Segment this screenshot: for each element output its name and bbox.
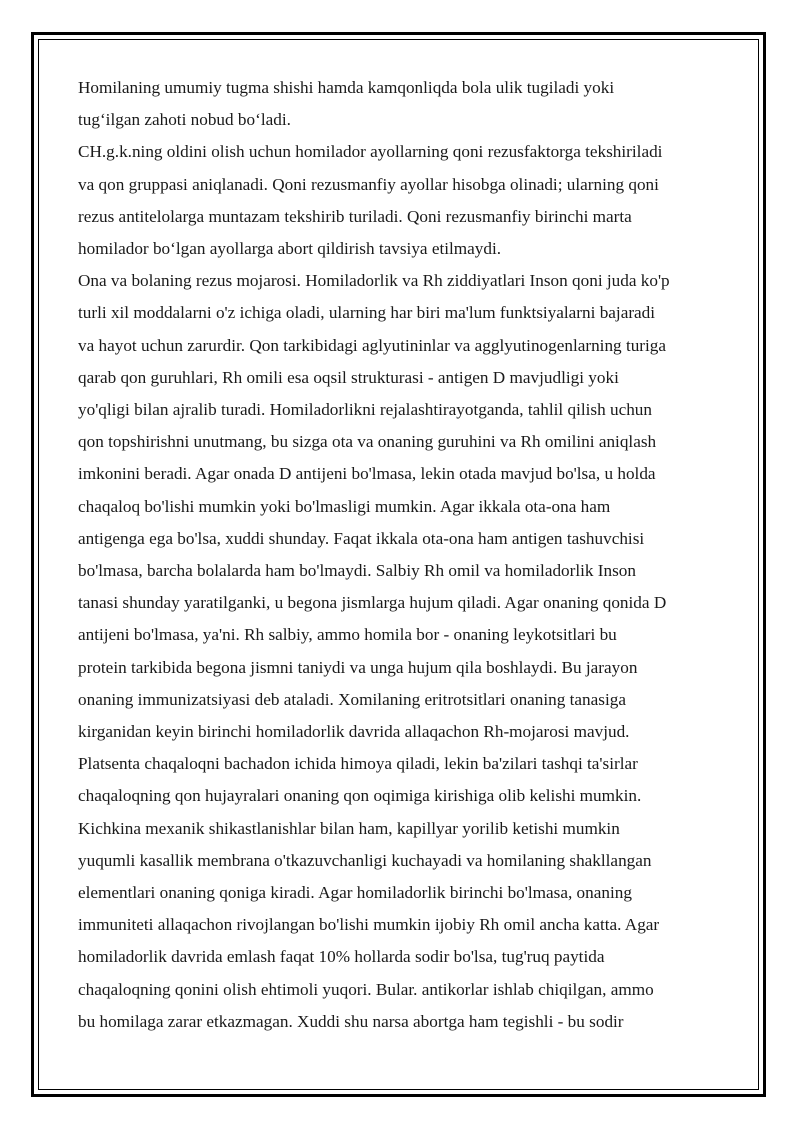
text-line: bo'lmasa, barcha bolalarda ham bo'lmaydi. Salbiy Rh omil va homiladorlik Inson <box>78 561 636 581</box>
text-line: qarab qon guruhlari, Rh omili esa oqsil strukturasi - antigen D mavjudligi yoki <box>78 367 619 387</box>
text-line: Ona va bolaning rezus mojarosi. Homiladorlik va Rh ziddiyatlari Inson qoni juda ko'p <box>78 271 670 291</box>
text-line: turli xil moddalarni o'z ichiga oladi, ularning har biri ma'lum funktsiyalarni bajaradi <box>78 303 656 323</box>
text-line: Kichkina mexanik shikastlanishlar bilan ham, kapillyar yorilib ketishi mumkin <box>78 818 620 838</box>
text-line: yuqumli kasallik membrana o'tkazuvchanligi kuchayadi va homilaning shakllangan <box>78 850 652 870</box>
text-line: onaning immunizatsiyasi deb ataladi. Xomilaning eritrotsitlari onaning tanasiga <box>78 689 626 709</box>
text-line: antijeni bo'lmasa, ya'ni. Rh salbiy, ammo homila bor - onaning leykotsitlari bu <box>78 625 617 645</box>
text-line: qon topshirishni unutmang, bu sizga ota va onaning guruhini va Rh omilini aniqlash <box>78 432 657 452</box>
text-line: chaqaloq bo'lishi mumkin yoki bo'lmasligi mumkin. Agar ikkala ota-ona ham <box>78 496 611 516</box>
text-line: tug‘ilgan zahoti nobud bo‘ladi. <box>78 110 291 130</box>
text-line: Homilaning umumiy tugma shishi hamda kamqonliqda bola ulik tugiladi yoki <box>78 78 615 97</box>
text-line: chaqaloqning qon hujayralari onaning qon oqimiga kirishiga olib kelishi mumkin. <box>78 786 642 806</box>
text-line: chaqaloqning qonini olish ehtimoli yuqori. Bular. antikorlar ishlab chiqilgan, ammo <box>78 979 654 999</box>
text-line: va qon gruppasi aniqlanadi. Qoni rezusmanfiy ayollar hisobga olinadi; ularning qoni <box>78 174 659 194</box>
text-line: antigenga ega bo'lsa, xuddi shunday. Faqat ikkala ota-ona ham antigen tashuvchisi <box>78 528 645 548</box>
text-line: CH.g.k.ning oldini olish uchun homilador ayollarning qoni rezusfaktorga tekshiriladi <box>78 142 663 162</box>
text-line: homilador bo‘lgan ayollarga abort qildirish tavsiya etilmaydi. <box>78 239 502 259</box>
text-line: rezus antitelolarga muntazam tekshirib turiladi. Qoni rezusmanfiy birinchi marta <box>78 206 632 226</box>
text-line: elementlari onaning qoniga kiradi. Agar homiladorlik birinchi bo'lmasa, onaning <box>78 883 632 903</box>
text-line: Platsenta chaqaloqni bachadon ichida himoya qiladi, lekin ba'zilari tashqi ta'sirlar <box>78 754 638 774</box>
text-line: homiladorlik davrida emlash faqat 10% hollarda sodir bo'lsa, tug'ruq paytida <box>78 947 605 967</box>
text-line: protein tarkibida begona jismni taniydi va unga hujum qila boshlaydi. Bu jarayon <box>78 657 638 677</box>
document-body <box>78 72 738 1038</box>
text-line: tanasi shunday yaratilganki, u begona jismlarga hujum qiladi. Agar onaning qonida D <box>78 593 667 613</box>
text-line: va hayot uchun zarurdir. Qon tarkibidagi aglyutininlar va agglyutinogenlarning turiga <box>78 335 667 355</box>
text-line: immuniteti allaqachon rivojlangan bo'lishi mumkin ijobiy Rh omil ancha katta. Agar <box>78 915 660 935</box>
text-line: imkonini beradi. Agar onada D antijeni bo'lmasa, lekin otada mavjud bo'lsa, u holda <box>78 464 656 484</box>
text-line: yo'qligi bilan ajralib turadi. Homiladorlikni rejalashtirayotganda, tahlil qilish uchun <box>78 400 652 420</box>
text-line: kirganidan keyin birinchi homiladorlik davrida allaqachon Rh-mojarosi mavjud. <box>78 722 630 742</box>
text-line: bu homilaga zarar etkazmagan. Xuddi shu narsa abortga ham tegishli - bu sodir <box>78 1011 624 1031</box>
